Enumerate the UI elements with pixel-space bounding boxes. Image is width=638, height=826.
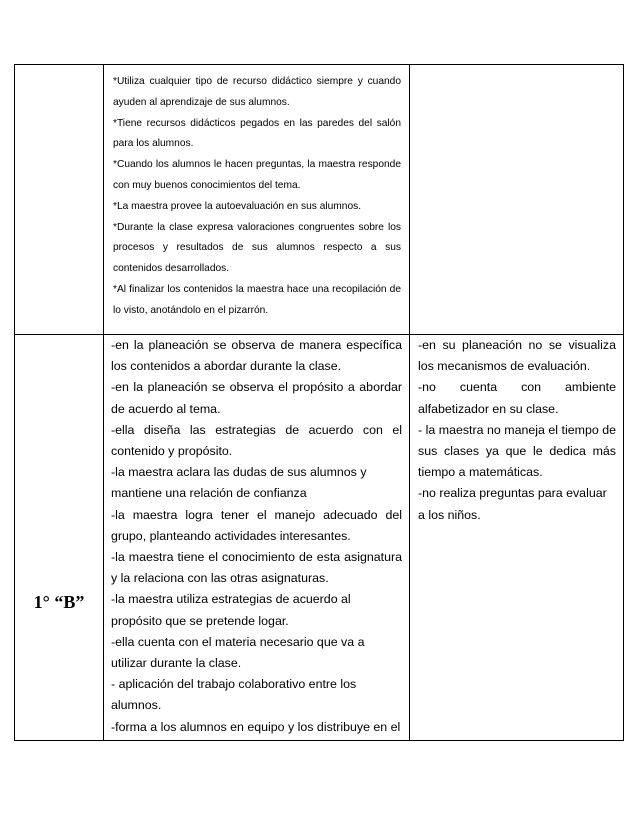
opportunity-item: - la maestra no maneja el tiempo de sus clases ya que le dedica más tiempo a matemáticas. <box>418 422 616 480</box>
observation-item: *Durante la clase expresa valoraciones congruentes sobre los procesos y resultados de sus alumnos respecto a sus contenidos desarrollados. <box>113 221 401 275</box>
observations-cell <box>104 335 410 741</box>
opportunity-item: -no realiza preguntas para evaluar a los niños. <box>418 486 607 522</box>
observation-item: *Tiene recursos didácticos pegados en las paredes del salón para los alumnos. <box>113 117 401 150</box>
observation-item: -forma a los alumnos en equipo y los distribuye en el <box>111 719 401 734</box>
opportunity-item: -no cuenta con ambiente alfabetizador en su clase. <box>418 380 616 416</box>
table-row <box>15 335 624 741</box>
observation-item: -la maestra tiene el conocimiento de esta asignatura y la relaciona con las otras asignaturas. <box>111 550 402 586</box>
group-cell-empty <box>15 65 104 335</box>
observation-item: -ella cuenta con el materia necesario que va a utilizar durante la clase. <box>111 634 365 671</box>
observation-item: -la maestra aclara las dudas de sus alumnos y mantiene una relación de confianza <box>111 465 367 501</box>
observation-item: *La maestra provee la autoevaluación en sus alumnos. <box>113 200 362 212</box>
observation-item: -ella diseña las estrategias de acuerdo con el contenido y propósito. <box>111 422 402 459</box>
group-cell <box>15 335 104 741</box>
table-row <box>15 65 624 335</box>
observation-item: -la maestra utiliza estrategias de acuerdo al propósito que se pretende logar. <box>111 592 351 628</box>
group-label: 1° “B” <box>33 592 85 612</box>
observation-item: *Utiliza cualquier tipo de recurso didáctico siempre y cuando ayuden al aprendizaje de sus alumnos. <box>113 76 401 108</box>
observation-item: -la maestra logra tener el manejo adecuado del grupo, planteando actividades interesantes. <box>111 507 402 543</box>
observation-item: *Al finalizar los contenidos la maestra hace una recopilación de lo visto, anotándolo en el pizarrón. <box>113 283 401 316</box>
opportunity-item: -en su planeación no se visualiza los mecanismos de evaluación. <box>418 338 616 374</box>
areas-cell-empty <box>410 65 624 335</box>
observation-item: -en la planeación se observa de manera específica los contenidos a abordar durante la clase. <box>111 338 402 374</box>
areas-of-opportunity-cell <box>410 335 624 741</box>
observation-item: -en la planeación se observa el propósito a abordar de acuerdo al tema. <box>111 380 402 416</box>
observation-item: *Cuando los alumnos le hacen preguntas, la maestra responde con muy buenos conocimientos del tema. <box>113 159 401 191</box>
observation-item: - aplicación del trabajo colaborativo entre los alumnos. <box>111 677 357 713</box>
observations-cell <box>104 65 410 335</box>
observation-table <box>14 64 624 741</box>
